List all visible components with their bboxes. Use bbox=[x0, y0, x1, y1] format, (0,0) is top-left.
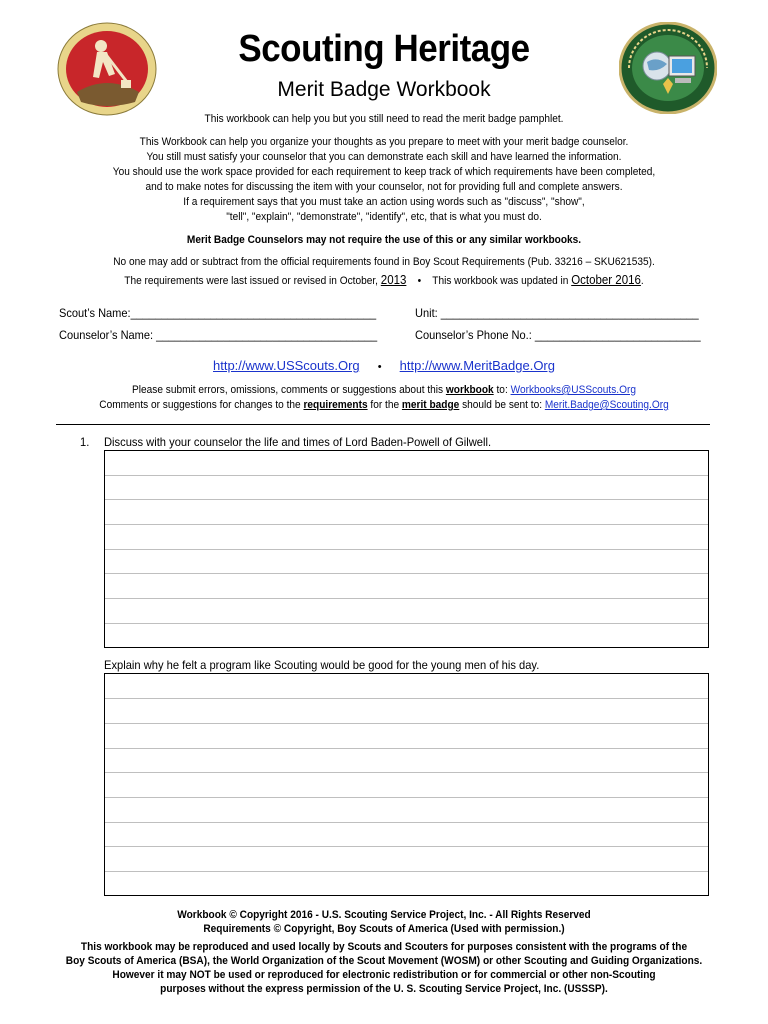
official-requirements-note: No one may add or subtract from the official requirements found in Boy Scout Requirements (Pub. 33216 – SKU621535). bbox=[113, 256, 655, 268]
usscouts-link[interactable]: http://www.USScouts.Org bbox=[213, 358, 360, 373]
submit-text: should be sent to: bbox=[462, 399, 543, 411]
writing-line bbox=[105, 475, 708, 476]
writing-line bbox=[105, 723, 708, 724]
permission-line: However it may NOT be used or reproduced for electronic redistribution or for commercial or other non-Scouting bbox=[112, 969, 656, 981]
req-issued-year: 2013 bbox=[380, 273, 407, 287]
writing-line bbox=[105, 772, 708, 773]
writing-line bbox=[105, 748, 708, 749]
answer-box-1[interactable] bbox=[104, 450, 709, 648]
writing-line bbox=[105, 797, 708, 798]
submit-bold-workbook: workbook bbox=[445, 384, 494, 396]
writing-line bbox=[105, 698, 708, 699]
bullet: • bbox=[377, 361, 382, 373]
help-line: and to make notes for discussing the item with your counselor, not for providing full and complete answers. bbox=[145, 181, 623, 193]
help-line: You should use the work space provided for each requirement to keep track of which requirements have been completed, bbox=[112, 166, 656, 178]
answer-box-2[interactable] bbox=[104, 673, 709, 896]
copyright-line: Workbook © Copyright 2016 - U.S. Scouting Service Project, Inc. - All Rights Reserved bbox=[177, 909, 591, 921]
writing-line bbox=[105, 573, 708, 574]
website-links bbox=[0, 358, 768, 373]
counselor-phone-field[interactable]: Counselor’s Phone No.: ___________________________ bbox=[415, 328, 701, 342]
permission-line: purposes without the express permission of the U. S. Scouting Service Project, Inc. (USSSP). bbox=[160, 983, 608, 995]
requirement-number: 1. bbox=[80, 435, 90, 449]
workbooks-email-link[interactable]: Workbooks@USScouts.Org bbox=[510, 384, 636, 396]
merit-badge-email-link[interactable]: Merit.Badge@Scouting.Org bbox=[544, 399, 669, 411]
help-line: You still must satisfy your counselor that you can demonstrate each skill and have learned the information. bbox=[146, 151, 622, 163]
copyright-footer bbox=[31, 908, 738, 996]
meritbadge-link[interactable]: http://www.MeritBadge.Org bbox=[399, 358, 555, 373]
updated-suffix: . bbox=[640, 275, 644, 287]
submit-changes-line bbox=[31, 398, 738, 413]
permission-line: This workbook may be reproduced and used locally by Scouts and Scouters for purposes consistent with the programs of the bbox=[80, 941, 688, 953]
unit-field[interactable]: Unit: __________________________________________ bbox=[415, 306, 699, 320]
writing-line bbox=[105, 623, 708, 624]
bullet: • bbox=[417, 275, 422, 287]
submit-errors-line bbox=[31, 383, 738, 398]
divider bbox=[56, 424, 710, 425]
requirements-date-line bbox=[31, 273, 738, 289]
writing-line bbox=[105, 822, 708, 823]
requirement-text: Discuss with your counselor the life and times of Lord Baden-Powell of Gilwell. bbox=[104, 435, 492, 449]
page-subtitle: Merit Badge Workbook bbox=[277, 78, 491, 101]
help-block bbox=[31, 135, 738, 225]
updated-prefix: This workbook was updated in bbox=[432, 275, 569, 287]
help-line: "tell", "explain", "demonstrate", "identify", etc, that is what you must do. bbox=[226, 211, 542, 223]
submit-text: Comments or suggestions for changes to the bbox=[99, 399, 301, 411]
requirement-sub-text: Explain why he felt a program like Scouting would be good for the young men of his day. bbox=[104, 658, 540, 672]
submit-text: to: bbox=[496, 384, 508, 396]
help-line: If a requirement says that you must take an action using words such as "discuss", "show", bbox=[183, 196, 585, 208]
submit-bold-requirements: requirements bbox=[303, 399, 368, 411]
writing-line bbox=[105, 846, 708, 847]
writing-line bbox=[105, 598, 708, 599]
writing-line bbox=[105, 871, 708, 872]
req-issued-prefix: The requirements were last issued or revised in October, bbox=[124, 275, 378, 287]
submit-bold-merit-badge: merit badge bbox=[401, 399, 460, 411]
scout-name-field[interactable]: Scout’s Name:________________________________________ bbox=[59, 306, 377, 320]
updated-date: October 2016 bbox=[571, 273, 641, 287]
writing-line bbox=[105, 499, 708, 500]
writing-line bbox=[105, 549, 708, 550]
copyright-line: Requirements © Copyright, Boy Scouts of America (Used with permission.) bbox=[203, 923, 565, 935]
counselor-name-field[interactable]: Counselor’s Name: ____________________________________ bbox=[59, 328, 378, 342]
permission-line: Boy Scouts of America (BSA), the World Organization of the Scout Movement (WOSM) or other Scouting and Guiding Organizations. bbox=[65, 955, 703, 967]
submit-text: for the bbox=[370, 399, 400, 411]
page-title: Scouting Heritage bbox=[238, 28, 530, 70]
submit-text: Please submit errors, omissions, comments or suggestions about this bbox=[132, 384, 444, 396]
help-line: This Workbook can help you organize your thoughts as you prepare to meet with your merit badge counselor. bbox=[139, 136, 629, 148]
counselor-note: Merit Badge Counselors may not require the use of this or any similar workbooks. bbox=[186, 234, 582, 246]
intro-line: This workbook can help you but you still need to read the merit badge pamphlet. bbox=[204, 113, 564, 125]
writing-line bbox=[105, 524, 708, 525]
